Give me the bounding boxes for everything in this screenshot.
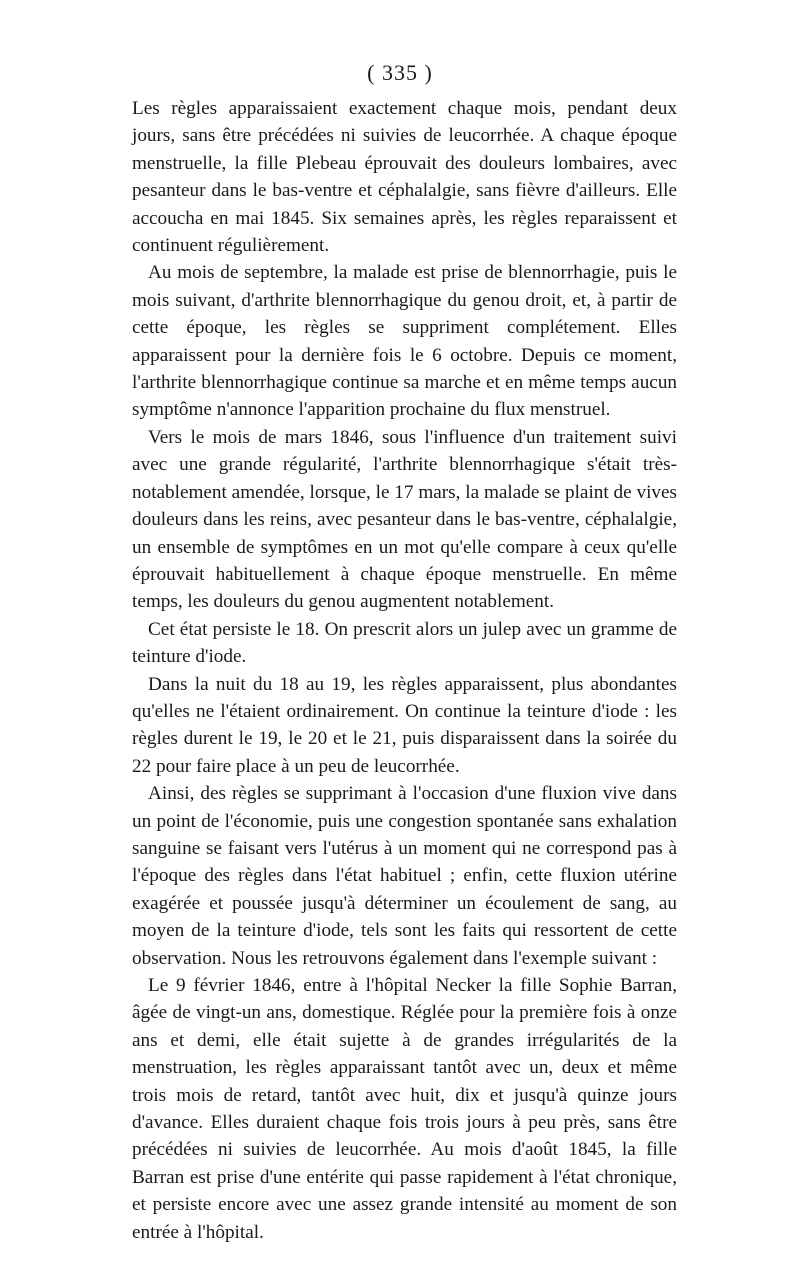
paragraph-1: Les règles apparaissaient exactement chaque mois, pendant deux jours, sans être précédées ni suivies de leucorrhée. A chaque époque menstruelle, la fille Plebeau éprouvait des douleurs lombaires, avec pesanteur dans le bas-ventre et céphalalgie, sans fièvre d'ailleurs. Elle accoucha en mai 1845. Six semaines après, les règles reparaissent et continuent régulièrement. [132,98,677,257]
paragraph-3: Vers le mois de mars 1846, sous l'influence d'un traitement suivi avec une grande régularité, l'arthrite blennorrhagique s'était très-notablement amendée, lorsque, le 17 mars, la malade se plaint de vives douleurs dans les reins, avec pesanteur dans le bas-ventre, céphalalgie, un ensemble de symptômes en un mot qu'elle compare à ceux qu'elle éprouvait habituellement à chaque époque menstruelle. En même temps, les douleurs du genou augmentent notablement. [132,426,677,613]
paragraph-2: Au mois de septembre, la malade est prise de blennorrhagie, puis le mois suivant, d'arthrite blennorrhagique du genou droit, et, à partir de cette époque, les règles se suppriment complétement. Elles apparaissent pour la dernière fois le 6 octobre. Depuis ce moment, l'arthrite blennorrhagique continue sa marche et en même temps aucun symptôme n'annonce l'apparition prochaine du flux menstruel. [132,262,677,421]
text-body [132,95,677,1246]
paragraph-4: Cet état persiste le 18. On prescrit alors un julep avec un gramme de teinture d'iode. [132,618,677,668]
paragraph-5: Dans la nuit du 18 au 19, les règles apparaissent, plus abondantes qu'elles ne l'étaient ordinairement. On continue la teinture d'iode : les règles durent le 19, le 20 et le 21, puis disparaissent dans la soirée du 22 pour faire place à un peu de leucorrhée. [132,673,677,777]
paragraph-6: Ainsi, des règles se supprimant à l'occasion d'une fluxion vive dans un point de l'économie, puis une congestion spontanée sans exhalation sanguine se faisant vers l'utérus à un moment qui ne correspond pas à l'époque des règles dans l'état habituel ; enfin, cette fluxion utérine exagérée et poussée jusqu'à déterminer un écoulement de sang, au moyen de la teinture d'iode, tels sont les faits qui ressortent de cette observation. Nous les retrouvons également dans l'exemple suivant : [132,783,677,969]
paragraph-7: Le 9 février 1846, entre à l'hôpital Necker la fille Sophie Barran, âgée de vingt-un ans, domestique. Réglée pour la première fois à onze ans et demi, elle était sujette à de grandes irrégularités de la menstruation, les règles apparaissant tantôt avec un, deux et même trois mois de retard, tantôt avec huit, dix et jusqu'à quinze jours d'avance. Elles duraient chaque fois trois jours à peu près, sans être précédées ni suivies de leucorrhée. Au mois d'août 1845, la fille Barran est prise d'une entérite qui passe rapidement à l'état chronique, et persiste encore avec une assez grande intensité au moment de son entrée à l'hôpital. [132,975,677,1243]
page-number: ( 335 ) [367,60,433,85]
